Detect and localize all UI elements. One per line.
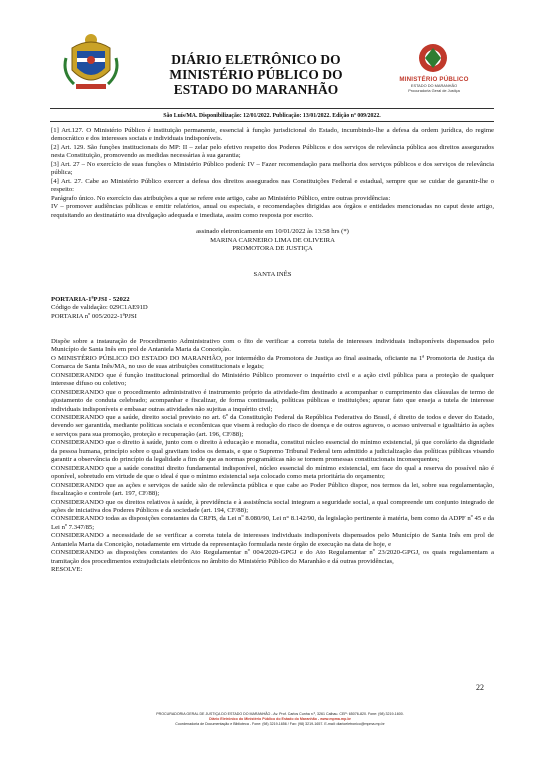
footnote: [1] Art.127. O Ministério Público é instituição permanente, essencial à função jurisdicional do Estado, incumbindo-lhe a defesa da ordem jurídica, do regime democrático e dos interesses sociais e individuais indisponíveis.: [51, 127, 494, 143]
journal-title: [136, 52, 376, 97]
footnote: [4] Art. 27. Cabe ao Ministério Público exercer a defesa dos direitos assegurados nas Constituições Federal e estadual, sempre que se cuidar de garantir-lhe o respeito:: [51, 177, 494, 194]
signatory-role: PROMOTORA DE JUSTIÇA: [232, 245, 313, 253]
portaria-paragraph: CONSIDERANDO que a saúde constitui direito fundamental indisponível, núcleo essencial do mínimo existencial, em face do qual a reserva do possível não é oponível, sobretudo em virtude de que o ideal é que o mínimo existencial seja colocado como meta prioritária do orçamento;: [51, 464, 494, 481]
validation-code: Código de validação: 029C1AE91D: [51, 304, 148, 312]
portaria-paragraph: CONSIDERANDO que o direito à saúde, junto com o direito à educação e moradia, constitui núcleo essencial do mínimo existencial, já que corolário da dignidade da pessoa humana, princípio sobre o qual gravitam todos os demais, e que o Supremo Tribunal Federal tem admitido a judicialização das políticas públicas visando garantir a observância do princípio da legalidade a fim de que as normas programáticas não se tornem promessas constitucionais inconsequentes;: [51, 439, 494, 464]
portaria-paragraph: CONSIDERANDO que a saúde, direito social previsto no art. 6º da Constituição Federal da República Federativa do Brasil, é direito de todos e dever do Estado, devendo ser garantida, mediante políticas sociais e econômicas que visem à redução do risco de doença e de outros agravos, o acesso universal e igualitário às ações e serviços para sua promoção, proteção e recuperação (art. 196, CF/88);: [51, 413, 494, 438]
portaria-title: PORTARIA-1ªPJSI - 52022: [51, 295, 130, 303]
maranhao-coat-of-arms-icon: [62, 28, 120, 94]
portaria-paragraph: CONSIDERANDO que é função institucional primordial do Ministério Público promover o inquérito civil e a ação civil pública para a proteção de qualquer interesse difuso ou coletivo;: [51, 371, 494, 388]
portaria-paragraph: CONSIDERANDO que os direitos relativos à saúde, à previdência e à assistência social integram a seguridade social, a qual compreende um conjunto integrado de ações de iniciativa dos Poderes Públicos e da sociedade (art. 194, CF/88);: [51, 498, 494, 514]
section-heading: SANTA INÊS: [253, 270, 292, 278]
signatory-name: MARINA CARNEIRO LIMA DE OLIVEIRA: [210, 236, 335, 244]
portaria-summary: Dispõe sobre a instauração de Procedimento Administrativo com o fito de verificar a correta tutela de interesses individuais indisponíveis dispensados pelo Município de Santa Inês em prol de Antaniela Maria da Conceição.: [51, 337, 494, 354]
portaria-paragraph: CONSIDERANDO todas as disposições constantes da CRFB, da Lei nº 8.080/90, Lei n° 8.142/90, da legislação pertinente à matéria, bem como da ADPF nº 45 e da Lei nº 7.347/85;: [51, 515, 494, 531]
page-header: [0, 0, 543, 108]
logo-subtitle-pgj: Procuradoria Geral de Justiça: [408, 88, 460, 93]
page-footer: [90, 712, 470, 727]
portaria-paragraph: CONSIDERANDO que o procedimento administrativo é instrumento próprio da atividade-fim destinado a acompanhar o cumprimento das cláusulas de termo de ajustamento de conduta celebrado; acompanhar e fiscalizar, de forma continuada, políticas públicas e instituições; apurar fato que enseja a tutela de interesse individuais indisponíveis e embasar outras atividades não sujeitas a inquérito civil;: [51, 388, 494, 413]
footnote: Parágrafo único. No exercício das atribuições a que se refere este artigo, cabe ao Ministério Público, entre outras providências:: [51, 194, 391, 202]
footnote: [3] Art. 27 – No exercício de suas funções o Ministério Público poderá: IV – Fazer recomendação para melhoria dos serviços públicos e dos serviços de relevância pública;: [51, 160, 494, 177]
page-number: 22: [476, 683, 484, 692]
signature-timestamp: assinado eletronicamente em 10/01/2022 às 13:58 hrs (*): [196, 228, 349, 236]
portaria-paragraph: CONSIDERANDO que as ações e serviços de saúde são de relevância pública e que cabe ao Poder Público dispor, nos termos da lei, sobre sua regulamentação, fiscalização e controle (art. 197, CF/88);: [51, 481, 494, 498]
portaria-paragraph: CONSIDERANDO as disposições constantes do Ato Regulamentar nº 004/2020-GPGJ e do Ato Regulamentar nº 23/2020-GPGJ, os quais regulamentam a tramitação dos procedimentos extrajudiciais eletrônicos no âmbito do Ministério Público do Maranhão e dá outras providências,: [51, 549, 494, 565]
footnote: IV – promover audiências públicas e emitir relatórios, anual ou especiais, e recomendações dirigidas aos órgãos e entidades mencionadas no caput deste artigo, requisitando ao destinatário sua divulgação adequada e imediata, assim como resposta por escrito.: [51, 203, 494, 219]
portaria-number: PORTARIA nº 005/2022-1ªPJSI: [51, 312, 137, 320]
portaria-paragraph: O MINISTÉRIO PÚBLICO DO ESTADO DO MARANHÃO, por intermédio da Promotora de Justiça ao final assinada, oficiante na 1ª Promotoria de Justiça da Comarca de Santa Inês/MA, no uso de suas atribuições constitucionais e legais;: [51, 354, 494, 371]
footer-journal-link: Diário Eletrônico do Ministério Público do Estado do Maranhão - www.mpma.mp.br: [209, 717, 351, 721]
document-body: [51, 127, 494, 575]
title-line-3: ESTADO DO MARANHÃO: [173, 82, 339, 97]
footer-address: PROCURADORIA GERAL DE JUSTIÇA DO ESTADO DO MARANHÃO - Av. Prof. Carlos Cunha n.º, 3261 Calhau. CEP: 65076-820. Fone: (98) 3219-1600.: [156, 712, 404, 716]
header-rule-top: [50, 108, 494, 109]
logo-name: MINISTÉRIO PÚBLICO: [399, 76, 469, 83]
footnote: [2] Art. 129. São funções institucionais do MP: II – zelar pelo efetivo respeito dos Poderes Públicos e dos serviços de relevância pública aos direitos assegurados nesta Constituição, promovendo as medidas necessárias à sua garantia;: [51, 143, 494, 160]
title-line-2: MINISTÉRIO PÚBLICO DO: [169, 67, 343, 82]
logo-subtitle-state: ESTADO DO MARANHÃO: [410, 83, 458, 88]
header-rule-bottom: [50, 121, 494, 122]
publication-dateline: São Luís/MA. Disponibilização: 12/01/2022. Publicação: 13/01/2022. Edição nº 009/2022.: [163, 113, 381, 119]
resolve-heading: RESOLVE:: [51, 566, 83, 574]
portaria-paragraph: CONSIDERANDO a necessidade de se verificar a correta tutela de interesses individuais indisponíveis dispensados pelo Município de Santa Inês em prol de Antaniela Maria da Conceição, notadamente em virtude da representação formulada neste órgão de execução na data de hoje, e: [51, 532, 494, 548]
footer-contact: Coordenadoria de Documentação e Biblioteca - Fone: (98) 3219-1656 / Fax: (98) 3219-1657. E-mail: diarioeletronico@mpma.mp.br: [175, 722, 385, 726]
title-line-1: DIÁRIO ELETRÔNICO DO: [171, 52, 341, 67]
